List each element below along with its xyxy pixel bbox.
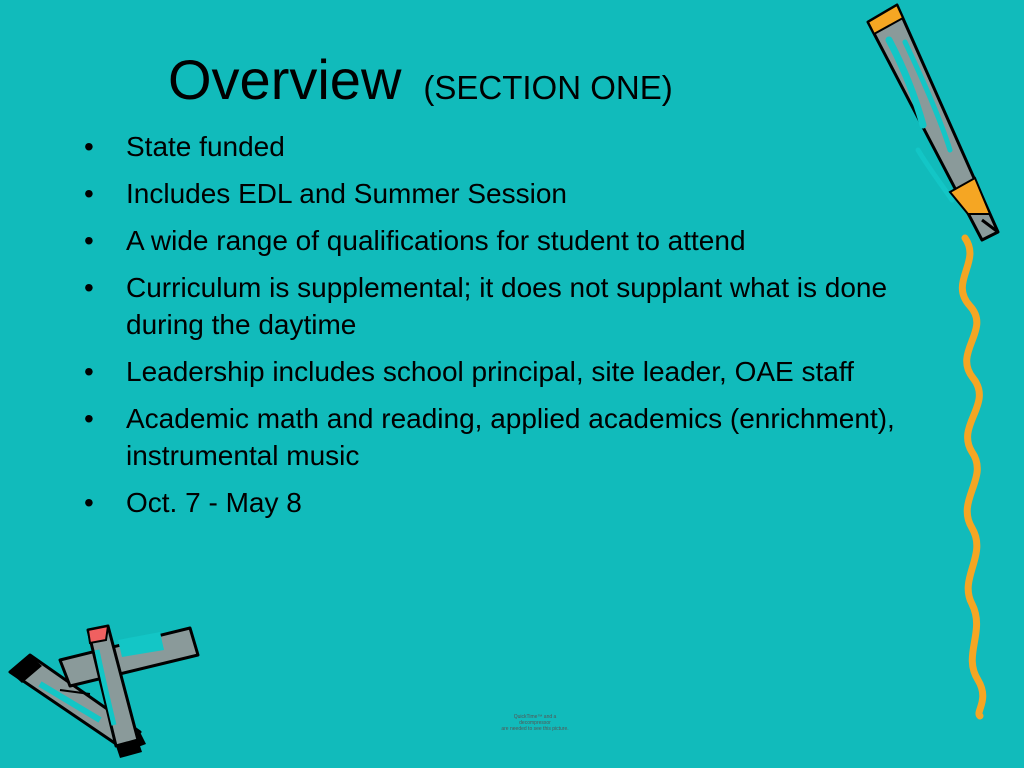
bullet-dot: • xyxy=(84,131,94,162)
bullet-text: Oct. 7 - May 8 xyxy=(126,487,302,518)
bullet-text: Leadership includes school principal, site leader, OAE staff xyxy=(126,356,854,387)
quicktime-line: QuickTime™ and a xyxy=(513,714,557,720)
bullet-dot: • xyxy=(84,356,94,387)
bullet-text: Includes EDL and Summer Session xyxy=(126,178,567,209)
squiggle-line-icon xyxy=(962,238,982,716)
bullet-text: Academic math and reading, applied academics (enrichment), instrumental music xyxy=(126,403,895,471)
bullet-text: A wide range of qualifications for student to attend xyxy=(126,225,746,256)
bullet-dot: • xyxy=(84,272,94,303)
bullet-dot: • xyxy=(84,487,94,518)
quicktime-notice xyxy=(470,714,600,732)
bullet-text: Curriculum is supplemental; it does not supplant what is done during the daytime xyxy=(126,272,888,340)
pencil-right-icon xyxy=(868,5,998,240)
bullet-dot: • xyxy=(84,225,94,256)
bullet-text: State funded xyxy=(126,131,285,162)
quicktime-line: are needed to see this picture. xyxy=(501,726,569,732)
quicktime-line: decompressor xyxy=(519,720,551,726)
bullet-dot: • xyxy=(84,178,94,209)
bullet-dot: • xyxy=(84,403,94,434)
title-main: Overview xyxy=(168,48,402,111)
title-sub: (SECTION ONE) xyxy=(423,69,673,106)
